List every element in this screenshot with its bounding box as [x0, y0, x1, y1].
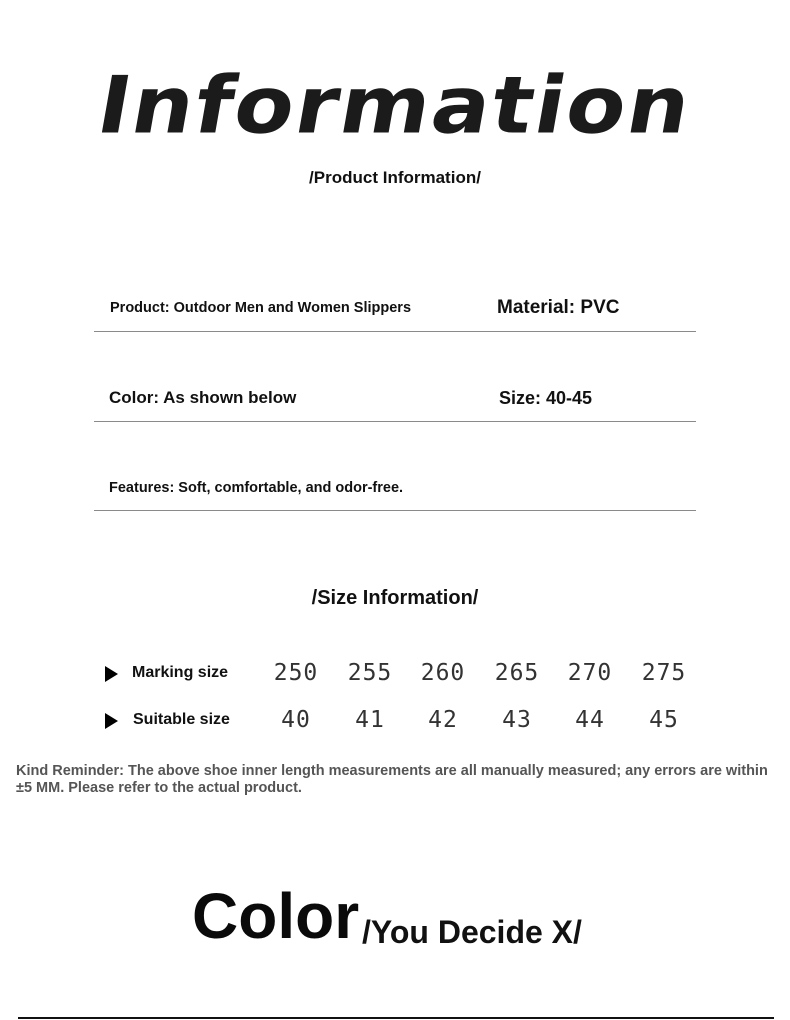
- product-name: Product: Outdoor Men and Women Slippers: [110, 300, 412, 316]
- suitable-size-value: 41: [355, 707, 385, 733]
- row-divider: [94, 421, 696, 422]
- suitable-size-value: 43: [502, 707, 532, 733]
- marking-size-label: Marking size: [132, 664, 229, 681]
- product-features: Features: Soft, comfortable, and odor-free.: [109, 480, 404, 496]
- triangle-bullet-icon: [105, 713, 118, 729]
- page-title: Information: [90, 60, 700, 152]
- row-divider: [94, 510, 696, 511]
- product-material: Material: PVC: [497, 297, 620, 318]
- size-section-title: /Size Information/: [311, 587, 479, 609]
- suitable-size-value: 42: [428, 707, 458, 733]
- suitable-size-value: 45: [649, 707, 679, 733]
- page-subtitle: /Product Information/: [309, 168, 481, 187]
- row-divider: [94, 331, 696, 332]
- product-size: Size: 40-45: [499, 388, 593, 408]
- marking-size-value: 255: [347, 660, 393, 686]
- marking-size-value: 260: [420, 660, 466, 686]
- suitable-size-value: 40: [281, 707, 311, 733]
- bottom-divider: [18, 1017, 774, 1019]
- suitable-size-value: 44: [575, 707, 605, 733]
- suitable-size-label: Suitable size: [133, 711, 230, 728]
- marking-size-value: 275: [641, 660, 687, 686]
- color-subheading: /You Decide X/: [362, 914, 582, 950]
- triangle-bullet-icon: [105, 666, 118, 682]
- color-heading: Color: [192, 880, 360, 952]
- marking-size-value: 265: [494, 660, 540, 686]
- marking-size-value: 250: [273, 660, 319, 686]
- marking-size-value: 270: [567, 660, 613, 686]
- kind-reminder: Kind Reminder: The above shoe inner length measurements are all manually measured; any errors are within ±5 MM. Please refer to the actual product.: [16, 763, 768, 796]
- product-color: Color: As shown below: [109, 388, 297, 407]
